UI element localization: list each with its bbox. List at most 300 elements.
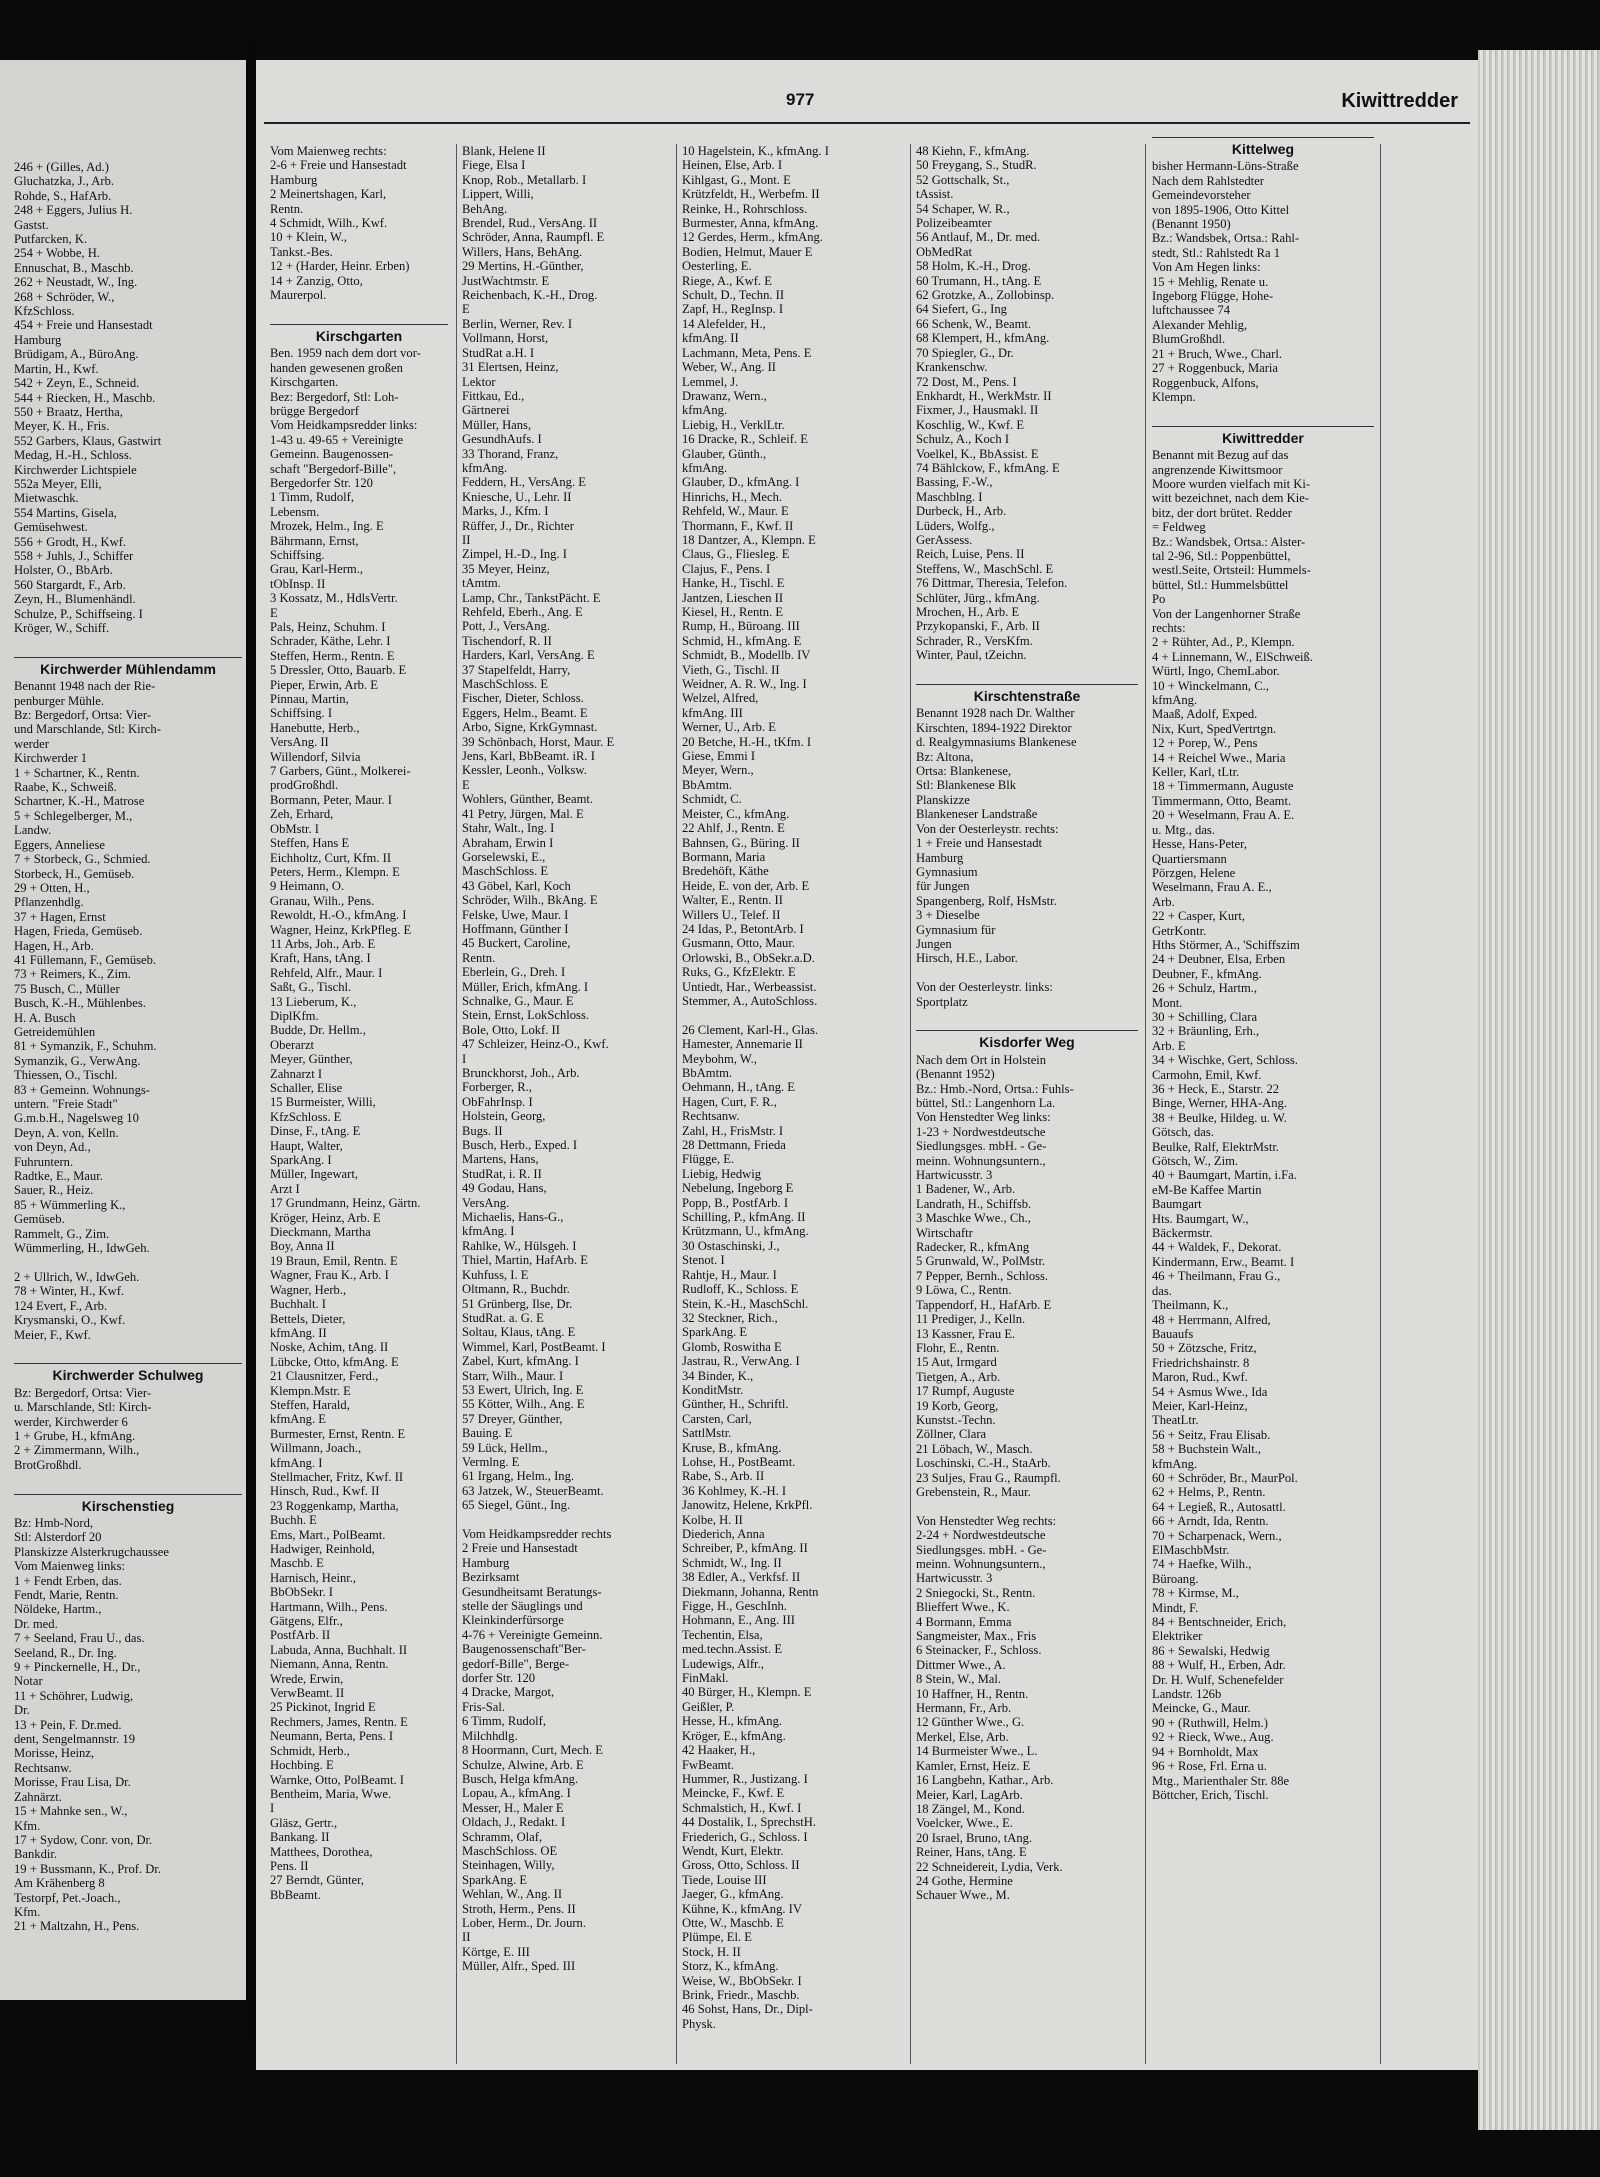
directory-entry: 33 Thorand, Franz, — [462, 446, 559, 461]
directory-entry: BbBeamt. — [270, 1887, 321, 1902]
directory-entry: Bodien, Helmut, Mauer E — [682, 244, 813, 259]
street-heading: Kiwittredder — [1152, 426, 1374, 445]
directory-entry: schaft "Bergedorf-Bille", — [270, 461, 397, 476]
directory-entry: Arb. E — [1152, 1038, 1186, 1053]
directory-entry: Kfm. — [14, 1904, 41, 1919]
directory-entry: 5 Dressler, Otto, Bauarb. E — [270, 663, 407, 678]
directory-entry: Durbeck, H., Arb. — [916, 504, 1007, 519]
column-rule — [456, 144, 457, 2064]
directory-entry: 23 Suljes, Frau G., Raumpfl. — [916, 1470, 1061, 1485]
directory-entry: 254 + Wobbe, H. — [14, 246, 100, 261]
directory-entry: ObMstr. I — [270, 821, 319, 836]
directory-entry: = Feldweg — [1152, 520, 1206, 535]
directory-entry: Bassing, F.-W., — [916, 475, 993, 490]
directory-entry: Hirsch, H.E., Labor. — [916, 951, 1018, 966]
directory-entry: Zeyn, H., Blumenhändl. — [14, 592, 136, 607]
page-edges — [1478, 50, 1600, 2130]
directory-entry: Dieckmann, Martha — [270, 1225, 371, 1240]
column-rule — [1145, 144, 1146, 2064]
directory-entry: 59 Lück, Hellm., — [462, 1440, 548, 1455]
directory-entry: 550 + Braatz, Hertha, — [14, 404, 123, 419]
directory-entry: 51 Grünberg, Ilse, Dr. — [462, 1296, 573, 1311]
directory-entry: Rechtsanw. — [682, 1109, 740, 1124]
directory-entry: Schmidt, Herb., — [270, 1743, 350, 1758]
directory-entry: Ennuschat, B., Maschb. — [14, 260, 134, 275]
directory-entry: Storbeck, H., Gemüseb. — [14, 866, 135, 881]
directory-entry: 2-6 + Freie und Hansestadt — [270, 158, 407, 173]
directory-entry: Mtg., Marienthaler Str. 88e — [1152, 1773, 1290, 1788]
directory-entry: Hochbing. E — [270, 1758, 334, 1773]
directory-entry: Hagen, H., Arb. — [14, 938, 94, 953]
directory-entry: Lemmel, J. — [682, 374, 739, 389]
directory-entry: u. Marschlande, Stl: Kirch- — [14, 1400, 152, 1415]
directory-entry: 3 + Dieselbe — [916, 908, 980, 923]
directory-entry: StudRat a.H. I — [462, 345, 535, 360]
directory-entry: Von Am Hegen links: — [1152, 260, 1261, 275]
directory-entry: Polizeibeamter — [916, 216, 992, 231]
directory-entry: Milchhdlg. — [462, 1728, 518, 1743]
directory-entry: Meincke, G., Maur. — [1152, 1701, 1251, 1716]
directory-entry: Kruse, B., kfmAng. — [682, 1440, 782, 1455]
directory-entry: Bezirksamt — [462, 1570, 520, 1585]
directory-entry: Buchhalt. I — [270, 1297, 326, 1312]
directory-entry: E — [462, 777, 470, 792]
directory-entry: 3 Maschke Wwe., Ch., — [916, 1211, 1031, 1226]
directory-entry: Wehlan, W., Ang. II — [462, 1887, 563, 1902]
directory-entry: Rüffer, J., Dr., Richter — [462, 518, 574, 533]
directory-entry: Rudloff, K., Schloss. E — [682, 1282, 799, 1297]
directory-entry: Binge, Werner, HHA-Ang. — [1152, 1096, 1288, 1111]
directory-entry: Enkhardt, H., WerkMstr. II — [916, 388, 1052, 403]
directory-entry: Dr. H. Wulf, Schenefelder — [1152, 1672, 1284, 1687]
directory-entry: Gemüsehwest. — [14, 520, 88, 535]
directory-entry: Bauaufs — [1152, 1326, 1194, 1341]
directory-entry: 38 + Beulke, Hildeg. u. W. — [1152, 1110, 1287, 1125]
directory-entry: 58 + Buchstein Walt., — [1152, 1442, 1262, 1457]
directory-entry: Felske, Uwe, Maur. I — [462, 907, 569, 922]
directory-entry: Lopau, A., kfmAng. I — [462, 1786, 571, 1801]
directory-entry: Kniesche, U., Lehr. II — [462, 489, 572, 504]
spacer — [916, 966, 1138, 980]
directory-entry: 8 Stein, W., Mal. — [916, 1672, 1002, 1687]
directory-entry: Oesterling, E. — [682, 259, 752, 274]
directory-entry: Siedlungsges. mbH. - Ge- — [916, 1139, 1047, 1154]
directory-entry: Vom Heidkampsredder links: — [270, 418, 418, 433]
directory-entry: tObInsp. II — [270, 576, 326, 591]
directory-entry: 20 + Weselmann, Frau A. E. — [1152, 808, 1295, 823]
directory-entry: StudRat, i. R. II — [462, 1166, 542, 1181]
directory-entry: 12 + Porep, W., Pens — [1152, 736, 1258, 751]
directory-entry: 2 + Rühter, Ad., P., Klempn. — [1152, 635, 1295, 650]
directory-entry: Oehmann, H., tAng. E — [682, 1080, 795, 1095]
directory-entry: Weselmann, Frau A. E., — [1152, 880, 1272, 895]
directory-entry: Bentheim, Maria, Wwe. — [270, 1786, 392, 1801]
directory-entry: 70 Spiegler, G., Dr. — [916, 345, 1014, 360]
directory-entry: Kihlgast, G., Mont. E — [682, 172, 791, 187]
directory-entry: 13 + Pein, F. Dr.med. — [14, 1717, 122, 1732]
directory-entry: 1 Timm, Rudolf, — [270, 490, 354, 505]
directory-entry: Planskizze Alsterkrugchaussee — [14, 1544, 169, 1559]
directory-entry: 246 + (Gilles, Ad.) — [14, 160, 109, 174]
directory-entry: 6 Timm, Rudolf, — [462, 1714, 546, 1729]
directory-entry: 75 Busch, C., Müller — [14, 981, 120, 996]
directory-entry: dorfer Str. 120 — [462, 1671, 536, 1686]
directory-entry: penburger Mühle. — [14, 693, 105, 708]
directory-entry: Stock, H. II — [682, 1944, 741, 1959]
street-heading: Kirschtenstraße — [916, 684, 1138, 703]
directory-entry: 16 Langbehn, Kathar., Arb. — [916, 1773, 1054, 1788]
directory-entry: büttel, Stl.: Hummelsbüttel — [1152, 577, 1289, 592]
directory-entry: Niemann, Anna, Rentn. — [270, 1657, 389, 1672]
directory-entry: 3 Kossatz, M., HdlsVertr. — [270, 591, 398, 606]
directory-entry: 23 Roggenkamp, Martha, — [270, 1498, 399, 1513]
directory-entry: 12 Günther Wwe., G. — [916, 1715, 1025, 1730]
directory-entry: Bäckermstr. — [1152, 1226, 1213, 1241]
directory-entry: Bz.: Hmb.-Nord, Ortsa.: Fuhls- — [916, 1081, 1074, 1096]
directory-entry: 68 Klempert, H., kfmAng. — [916, 331, 1050, 346]
directory-entry: E — [270, 605, 278, 620]
left-page — [0, 60, 246, 2000]
directory-entry: Schiffsing. I — [270, 706, 333, 721]
directory-entry: Schrader, R., VersKfm. — [916, 633, 1033, 648]
directory-entry: 1-23 + Nordwestdeutsche — [916, 1124, 1046, 1139]
directory-entry: Popp, B., PostfArb. I — [682, 1195, 789, 1210]
directory-entry: Schiffsing. — [270, 547, 325, 562]
directory-entry: Glomb, Roswitha E — [682, 1339, 782, 1354]
directory-entry: Nach dem Rahlstedter — [1152, 173, 1264, 188]
directory-entry: 61 Irgang, Helm., Ing. — [462, 1469, 575, 1484]
directory-entry: Neumann, Berta, Pens. I — [270, 1729, 394, 1744]
directory-entry: 26 Clement, Karl-H., Glas. — [682, 1022, 819, 1037]
directory-entry: VersAng. II — [270, 735, 329, 750]
directory-entry: Kühne, K., kfmAng. IV — [682, 1901, 802, 1916]
directory-entry: 24 Idas, P., BetontArb. I — [682, 921, 804, 936]
directory-entry: kfmAng. E — [270, 1412, 326, 1427]
directory-entry: Stahr, Walt., Ing. I — [462, 821, 555, 836]
directory-entry: 4 Schmidt, Wilh., Kwf. — [270, 216, 388, 231]
directory-entry: meinn. Wohnungsuntern., — [916, 1557, 1046, 1571]
directory-entry: Hermann, Fr., Arb. — [916, 1701, 1012, 1716]
directory-entry: Marks, J., Kfm. I — [462, 504, 549, 519]
directory-entry: 44 + Waldek, F., Dekorat. — [1152, 1240, 1282, 1255]
spacer — [270, 302, 448, 316]
directory-entry: Gluchatzka, J., Arb. — [14, 174, 115, 189]
directory-entry: 15 + Mahnke sen., W., — [14, 1804, 128, 1819]
directory-entry: Maschb. E — [270, 1556, 324, 1571]
directory-entry: StudRat. a. G. E — [462, 1310, 544, 1325]
directory-entry: Fris-Sal. — [462, 1699, 506, 1714]
directory-entry: 63 Jatzek, W., SteuerBeamt. — [462, 1483, 604, 1498]
directory-entry: Keller, Karl, tLtr. — [1152, 765, 1240, 780]
directory-entry: Mrochen, H., Arb. E — [916, 605, 1020, 619]
directory-entry: Müller, Erich, kfmAng. I — [462, 979, 589, 994]
directory-entry: Meier, Karl, LagArb. — [916, 1787, 1023, 1802]
directory-entry: 16 Dracke, R., Schleif. E — [682, 432, 808, 447]
directory-entry: Buchh. E — [270, 1513, 317, 1528]
directory-entry: Lachmann, Meta, Pens. E — [682, 345, 812, 360]
directory-entry: Wagner, Herb., — [270, 1282, 347, 1297]
directory-entry: Meincke, F., Kwf. E — [682, 1786, 785, 1801]
directory-entry: Nach dem Ort in Holstein — [916, 1052, 1047, 1067]
directory-entry: Von der Oesterleystr. links: — [916, 980, 1053, 995]
directory-entry: Lübcke, Otto, kfmAng. E — [270, 1354, 399, 1369]
directory-entry: Steinhagen, Willy, — [462, 1858, 555, 1873]
directory-entry: BehAng. — [462, 201, 508, 216]
directory-entry: 4 Dracke, Margot, — [462, 1685, 555, 1700]
directory-entry: Gymnasium für — [916, 922, 996, 937]
directory-entry: 1 + Schartner, K., Rentn. — [14, 765, 140, 780]
directory-entry: Kirschgarten. — [270, 375, 339, 390]
directory-entry: Landstr. 126b — [1152, 1687, 1222, 1702]
directory-entry: Von der Oesterleystr. rechts: — [916, 821, 1059, 836]
directory-entry: 10 Hagelstein, K., kfmAng. I — [682, 144, 829, 158]
directory-entry: Lektor — [462, 374, 496, 389]
directory-entry: Ben. 1959 nach dem dort vor- — [270, 346, 421, 361]
directory-entry: Carsten, Carl, — [682, 1411, 752, 1426]
directory-entry: Benannt 1928 nach Dr. Walther — [916, 706, 1075, 721]
directory-entry: Noske, Achim, tAng. II — [270, 1340, 389, 1355]
directory-entry: Stl: Blankenese Blk — [916, 778, 1017, 793]
directory-entry: 560 Stargardt, F., Arb. — [14, 577, 126, 592]
directory-entry: Wagner, Heinz, KrkPfleg. E — [270, 922, 412, 937]
directory-entry: Morisse, Frau Lisa, Dr. — [14, 1775, 131, 1790]
directory-entry: Schrader, Käthe, Lehr. I — [270, 634, 391, 649]
directory-entry: Schmidt, W., Ing. II — [682, 1555, 782, 1570]
directory-entry: kfmAng. I — [270, 1455, 323, 1470]
directory-entry: 2 + Ullrich, W., IdwGeh. — [14, 1269, 140, 1284]
directory-entry: Glauber, Günth., — [682, 446, 767, 461]
directory-entry: Bz: Altona, — [916, 749, 974, 764]
directory-entry: 20 Israel, Bruno, tAng. — [916, 1830, 1033, 1845]
directory-entry: 11 Prediger, J., Kelln. — [916, 1312, 1026, 1327]
spacer — [916, 1009, 1138, 1023]
directory-entry: Gusmann, Otto, Maur. — [682, 936, 795, 951]
right-page — [256, 60, 1478, 2070]
directory-entry: 9 + Pinckernelle, H., Dr., — [14, 1660, 141, 1675]
directory-entry: werder, Kirchwerder 6 — [14, 1414, 128, 1429]
directory-entry: 5 Grunwald, W., PolMstr. — [916, 1254, 1046, 1269]
directory-entry: Schröder, Anna, Raumpfl. E — [462, 230, 605, 245]
directory-entry: 17 Grundmann, Heinz, Gärtn. — [270, 1196, 421, 1211]
directory-entry: Krützmann, U., kfmAng. — [682, 1224, 809, 1239]
directory-entry: Flügge, E. — [682, 1152, 735, 1167]
directory-entry: Hesse, H., kfmAng. — [682, 1714, 783, 1729]
directory-entry: 94 + Bornholdt, Max — [1152, 1744, 1259, 1759]
directory-entry: KonditMstr. — [682, 1382, 744, 1397]
directory-entry: 21 + Bruch, Wwe., Charl. — [1152, 346, 1282, 361]
directory-entry: Hadwiger, Reinhold, — [270, 1542, 375, 1556]
directory-entry: Putfarcken, K. — [14, 232, 88, 247]
directory-entry: Bankdir. — [14, 1847, 58, 1862]
directory-entry: Rehfeld, Eberh., Ang. E — [462, 605, 583, 619]
directory-entry: Deyn, A. von, Kelln. — [14, 1125, 119, 1140]
directory-entry: Benannt mit Bezug auf das — [1152, 448, 1289, 463]
directory-entry: Lober, Herm., Dr. Journ. — [462, 1915, 587, 1930]
directory-entry: ElMaschbMstr. — [1152, 1543, 1230, 1557]
directory-entry: kfmAng. II — [682, 331, 739, 346]
directory-entry: Kessler, Leonh., Volksw. — [462, 763, 587, 778]
directory-entry: Quartiersmann — [1152, 851, 1227, 866]
directory-entry: Nöldeke, Hartm., — [14, 1602, 102, 1617]
directory-entry: angrenzende Kiwittsmoor — [1152, 462, 1283, 477]
directory-entry: Götsch, W., Zim. — [1152, 1154, 1239, 1169]
directory-entry: Thiessen, O., Tischl. — [14, 1068, 118, 1083]
directory-entry: 36 + Heck, E., Starstr. 22 — [1152, 1082, 1280, 1096]
directory-entry: Müller, Hans, — [462, 417, 532, 432]
directory-entry: Schartner, K.-H., Matrose — [14, 794, 145, 809]
directory-entry: Bormann, Maria — [682, 849, 766, 864]
directory-entry: ObFahrInsp. I — [462, 1094, 533, 1109]
directory-entry: Kirchwerder 1 — [14, 751, 88, 766]
directory-entry: Getreidemühlen — [14, 1024, 96, 1039]
directory-entry: Bährmann, Ernst, — [270, 533, 359, 548]
page-number: 977 — [786, 90, 815, 109]
directory-entry: Fixmer, J., Hausmakl. II — [916, 403, 1039, 418]
directory-entry: 52 Gottschalk, St., — [916, 172, 1010, 187]
directory-entry: Vieth, G., Tischl. II — [682, 662, 780, 677]
directory-entry: Knop, Rob., Metallarb. I — [462, 172, 587, 187]
directory-entry: 66 + Arndt, Ida, Rentn. — [1152, 1514, 1269, 1529]
directory-entry: Bergedorfer Str. 120 — [270, 475, 373, 490]
directory-entry: Wirtschaftr — [916, 1225, 973, 1240]
directory-entry: Labuda, Anna, Buchhalt. II — [270, 1642, 408, 1657]
directory-entry: 24 Gothe, Hermine — [916, 1873, 1013, 1888]
directory-entry: Am Krähenberg 8 — [14, 1876, 105, 1891]
directory-entry: Lüders, Wolfg., — [916, 518, 995, 533]
directory-entry: Welzel, Alfred, — [682, 691, 759, 706]
directory-entry: Hohmann, E., Ang. III — [682, 1613, 795, 1628]
spacer — [916, 1499, 1138, 1513]
directory-entry: Gorselewski, E., — [462, 849, 546, 864]
directory-entry: Busch, Helga kfmAng. — [462, 1771, 579, 1786]
directory-entry: Baumgart — [1152, 1197, 1202, 1212]
directory-entry: Walter, E., Rentn. II — [682, 893, 783, 908]
directory-entry: VersAng. — [462, 1195, 510, 1210]
directory-entry: Pflanzenhdlg. — [14, 895, 84, 910]
directory-entry: werder — [14, 736, 49, 751]
directory-entry: 1 + Grube, H., kfmAng. — [14, 1428, 136, 1443]
directory-entry: 85 + Wümmerling K., — [14, 1197, 126, 1212]
directory-entry: Merkel, Else, Arb. — [916, 1729, 1009, 1744]
directory-entry: Dr. — [14, 1703, 30, 1718]
directory-entry: 1 + Fendt Erben, das. — [14, 1573, 122, 1588]
directory-entry: Brüdigam, A., BüroAng. — [14, 347, 139, 362]
directory-entry: 14 Alefelder, H., — [682, 316, 766, 331]
directory-entry: Schult, D., Techn. II — [682, 288, 785, 303]
directory-entry: Brendel, Rud., VersAng. II — [462, 216, 598, 231]
directory-column-3 — [682, 144, 904, 2031]
directory-entry: Flohr, E., Rentn. — [916, 1340, 1000, 1355]
directory-entry: Zimpel, H.-D., Ing. I — [462, 547, 567, 562]
directory-entry: Klempn. — [1152, 389, 1196, 404]
directory-entry: Schauer Wwe., M. — [916, 1888, 1010, 1903]
directory-entry: 124 Evert, F., Arb. — [14, 1298, 108, 1313]
directory-entry: 22 Schneidereit, Lydia, Verk. — [916, 1859, 1063, 1874]
directory-entry: GetrKontr. — [1152, 923, 1207, 938]
directory-entry: 15 + Mehlig, Renate u. — [1152, 274, 1269, 289]
directory-entry: Klempn.Mstr. E — [270, 1383, 351, 1398]
directory-entry: 50 Freygang, S., StudR. — [916, 158, 1037, 173]
directory-entry: meinn. Wohnungsuntern., — [916, 1153, 1046, 1168]
directory-entry: 31 Elertsen, Heinz, — [462, 360, 559, 375]
directory-entry: büttel, Stl.: Langenhorn La. — [916, 1096, 1056, 1110]
directory-entry: MaschSchloss. E — [462, 677, 549, 692]
directory-entry: Nix, Kurt, SpedVertrtgn. — [1152, 721, 1277, 736]
directory-entry: 26 + Schulz, Hartm., — [1152, 981, 1258, 996]
directory-entry: 12 + (Harder, Heinr. Erben) — [270, 259, 410, 274]
directory-entry: Meier, F., Kwf. — [14, 1327, 91, 1342]
directory-entry: Meyer, Günther, — [270, 1052, 353, 1067]
directory-entry: Schramm, Olaf, — [462, 1829, 543, 1844]
directory-entry: tAmtm. — [462, 576, 501, 591]
directory-entry: Oltmann, R., Buchdr. — [462, 1282, 570, 1297]
directory-entry: 44 Dostalik, I., SprechstH. — [682, 1815, 816, 1830]
directory-entry: Kfm. — [14, 1818, 41, 1833]
directory-entry: 56 Antlauf, M., Dr. med. — [916, 230, 1041, 245]
directory-entry: Kindermann, Erw., Beamt. I — [1152, 1254, 1295, 1269]
directory-entry: Maron, Rud., Kwf. — [1152, 1370, 1248, 1385]
directory-entry: Rabe, S., Arb. II — [682, 1469, 765, 1484]
directory-entry: SparkAng. E — [462, 1872, 528, 1887]
directory-entry: Gärtnerei — [462, 403, 510, 418]
directory-entry: Storz, K., kfmAng. — [682, 1959, 779, 1974]
directory-entry: 554 Martins, Gisela, — [14, 505, 117, 520]
directory-entry: 62 Grotzke, A., Zollobinsp. — [916, 288, 1055, 303]
directory-entry: Schmidt, C. — [682, 792, 742, 807]
directory-entry: Benannt 1948 nach der Rie- — [14, 679, 156, 694]
directory-entry: Pott, J., VersAng. — [462, 619, 550, 634]
directory-entry: Bankang. II — [270, 1830, 330, 1845]
directory-entry: 56 + Seitz, Frau Elisab. — [1152, 1427, 1271, 1442]
directory-entry: 78 + Winter, H., Kwf. — [14, 1284, 125, 1299]
directory-entry: Ortsa: Blankenese, — [916, 764, 1012, 779]
directory-entry: Gemeindevorsteher — [1152, 188, 1251, 203]
directory-entry: Pinnau, Martin, — [270, 692, 349, 707]
directory-entry: Gätgens, Elfr., — [270, 1614, 343, 1629]
directory-entry: Kiesel, H., Rentn. E — [682, 605, 784, 619]
directory-entry: Dr. med. — [14, 1616, 58, 1631]
directory-entry: 1-43 u. 49-65 + Vereinigte — [270, 432, 404, 447]
directory-entry: Lippert, Willi, — [462, 187, 534, 202]
directory-entry: 558 + Juhls, J., Schiffer — [14, 548, 134, 563]
directory-entry: 552 Garbers, Klaus, Gastwirt — [14, 433, 162, 448]
directory-entry: Schröder, Wilh., BkAng. E — [462, 893, 598, 908]
directory-entry: Untiedt, Har., Werbeassist. — [682, 979, 817, 994]
directory-entry: kfmAng. — [682, 460, 728, 475]
directory-entry: das. — [1152, 1283, 1172, 1298]
spacer — [682, 1008, 904, 1022]
directory-entry: Planskizze — [916, 792, 970, 807]
directory-entry: Weise, W., BbObSekr. I — [682, 1973, 802, 1988]
directory-entry: Eggers, Anneliese — [14, 837, 105, 852]
spacer — [462, 1513, 670, 1527]
directory-entry: Kuhfuss, I. E — [462, 1267, 529, 1282]
directory-entry: Lebensm. — [270, 504, 320, 519]
directory-entry: 7 Pepper, Bernh., Schloss. — [916, 1268, 1049, 1283]
directory-entry: Reinke, H., Rohrschloss. — [682, 201, 808, 216]
directory-entry: Hagen, Curt, F. R., — [682, 1094, 777, 1109]
directory-entry: Busch, K.-H., Mühlenbes. — [14, 996, 146, 1011]
directory-entry: Steffen, Harald, — [270, 1397, 350, 1412]
directory-entry: 454 + Freie und Hansestadt — [14, 318, 153, 333]
directory-entry: Harders, Karl, VersAng. E — [462, 648, 595, 663]
directory-entry: KfzSchloss. — [14, 304, 75, 319]
directory-entry: kfmAng. — [1152, 1456, 1198, 1471]
directory-entry: 48 + Herrmann, Alfred, — [1152, 1312, 1271, 1327]
directory-entry: Tischendorf, R. II — [462, 633, 552, 648]
directory-entry: 19 Braun, Emil, Rentn. E — [270, 1253, 398, 1268]
spacer — [14, 635, 242, 649]
